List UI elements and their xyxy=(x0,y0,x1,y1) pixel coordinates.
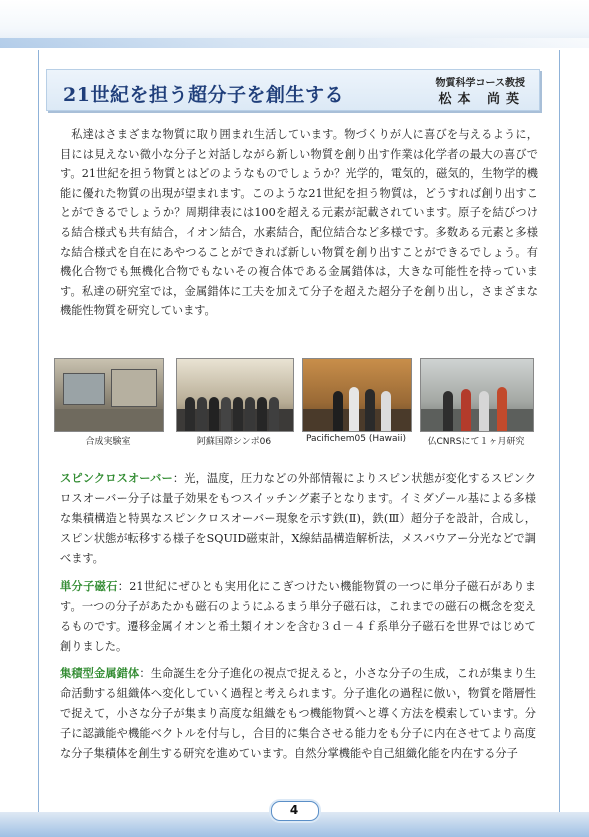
photo-caption: 阿蘇国際シンポ06 xyxy=(196,437,272,447)
section-text: ：生命誕生を分子進化の視点で捉えると，小さな分子の生成，これが集まり生命活動する組織体へ変化していく過程と考えられます。分子進化の過程に倣い，物質を階層性で捉えて，小さな分子が集まり高度な組織をもつ機能物質へと導く方法を模索しています。分子に認識能や機能ベクトルを付与し，合目的に集合させる能力をも分子に内在させてより高度な分子集積体を創生する研究を進めています。自然分掌機能や自己組織化能を内在する分子 xyxy=(60,667,536,760)
author-name: 松本 尚英 xyxy=(438,92,525,107)
photo-caption: 仏CNRSにて１ヶ月研究 xyxy=(427,437,525,447)
top-decoration-line xyxy=(0,38,589,48)
section-text: ：21世紀にぜひとも実用化にこぎつけたい機能物質の一つに単分子磁石があります。一つの分子があたかも磁石のようにふるまう単分子磁石は，これまでの磁石の概念を変えるものです。遷移金属イオンと希土類イオンを含む３ｄ－４ｆ系単分子磁石を世界ではじめて創りました。 xyxy=(60,580,536,653)
laboratory-photo xyxy=(54,358,164,432)
photo-caption: Pacifichem05 (Hawaii) xyxy=(305,434,407,444)
section-single-molecule-magnet xyxy=(60,577,536,657)
photo-caption: 合成実験室 xyxy=(85,437,131,447)
section-heading: 集積型金属錯体 xyxy=(60,667,140,680)
section-heading: スピンクロスオーバー xyxy=(60,472,173,485)
section-spin-crossover xyxy=(60,469,536,569)
section-heading: 単分子磁石 xyxy=(60,580,118,593)
photo-strip xyxy=(52,358,540,454)
intro-paragraph: 私達はさまざまな物質に取り囲まれ生活しています。物づくりが人に喜びを与えるように，目には見えない微小な分子と対話しながら新しい物質を創り出す作業は化学者の最大の喜びです。21世紀を担う物質とはどのようなものでしょうか？光学的，電気的，磁気的，生物学的機能に優れた物質の出現が望まれます。このような21世紀を担う物質は，どうすれば創り出すことができるでしょうか？周期律表には100を超える元素が記載されています。原子を結びつける結合様式も共有結合，イオン結合，水素結合，配位結合など多様です。多数ある元素と多様な結合様式を自在にあやつることができれば新しい物質を創り出すことができるでしょう。有機化合物でも無機化合物でもないその複合体である金属錯体は，大きな可能性を持っています。私達の研究室では，金属錯体に工夫を加えて分子を超えた超分子を創り出し，さまざまな機能性物質を研究しています。 xyxy=(60,128,538,318)
lab-group-photo xyxy=(420,358,534,432)
page-number: 4 xyxy=(289,803,299,817)
section-text: ：光，温度，圧力などの外部情報によりスピン状態が変化するスピンクロスオーバー分子は量子効果をもつスイッチング素子となります。イミダゾール基による多様な集積構造と特異なスピンクロスオーバー現象を示す鉄(Ⅱ)，鉄(Ⅲ）超分子を設計，合成し，スピン状態が転移する様子をSQUID磁束計，X線結晶構造解析法，メスバウアー分光などで調べます。 xyxy=(60,472,537,565)
page-title: 21世紀を担う超分子を創生する xyxy=(63,84,344,106)
group-photo xyxy=(176,358,294,432)
author-department: 物質科学コース教授 xyxy=(435,78,525,89)
conference-photo xyxy=(302,358,412,432)
section-assembled-metal-complex xyxy=(60,664,536,764)
